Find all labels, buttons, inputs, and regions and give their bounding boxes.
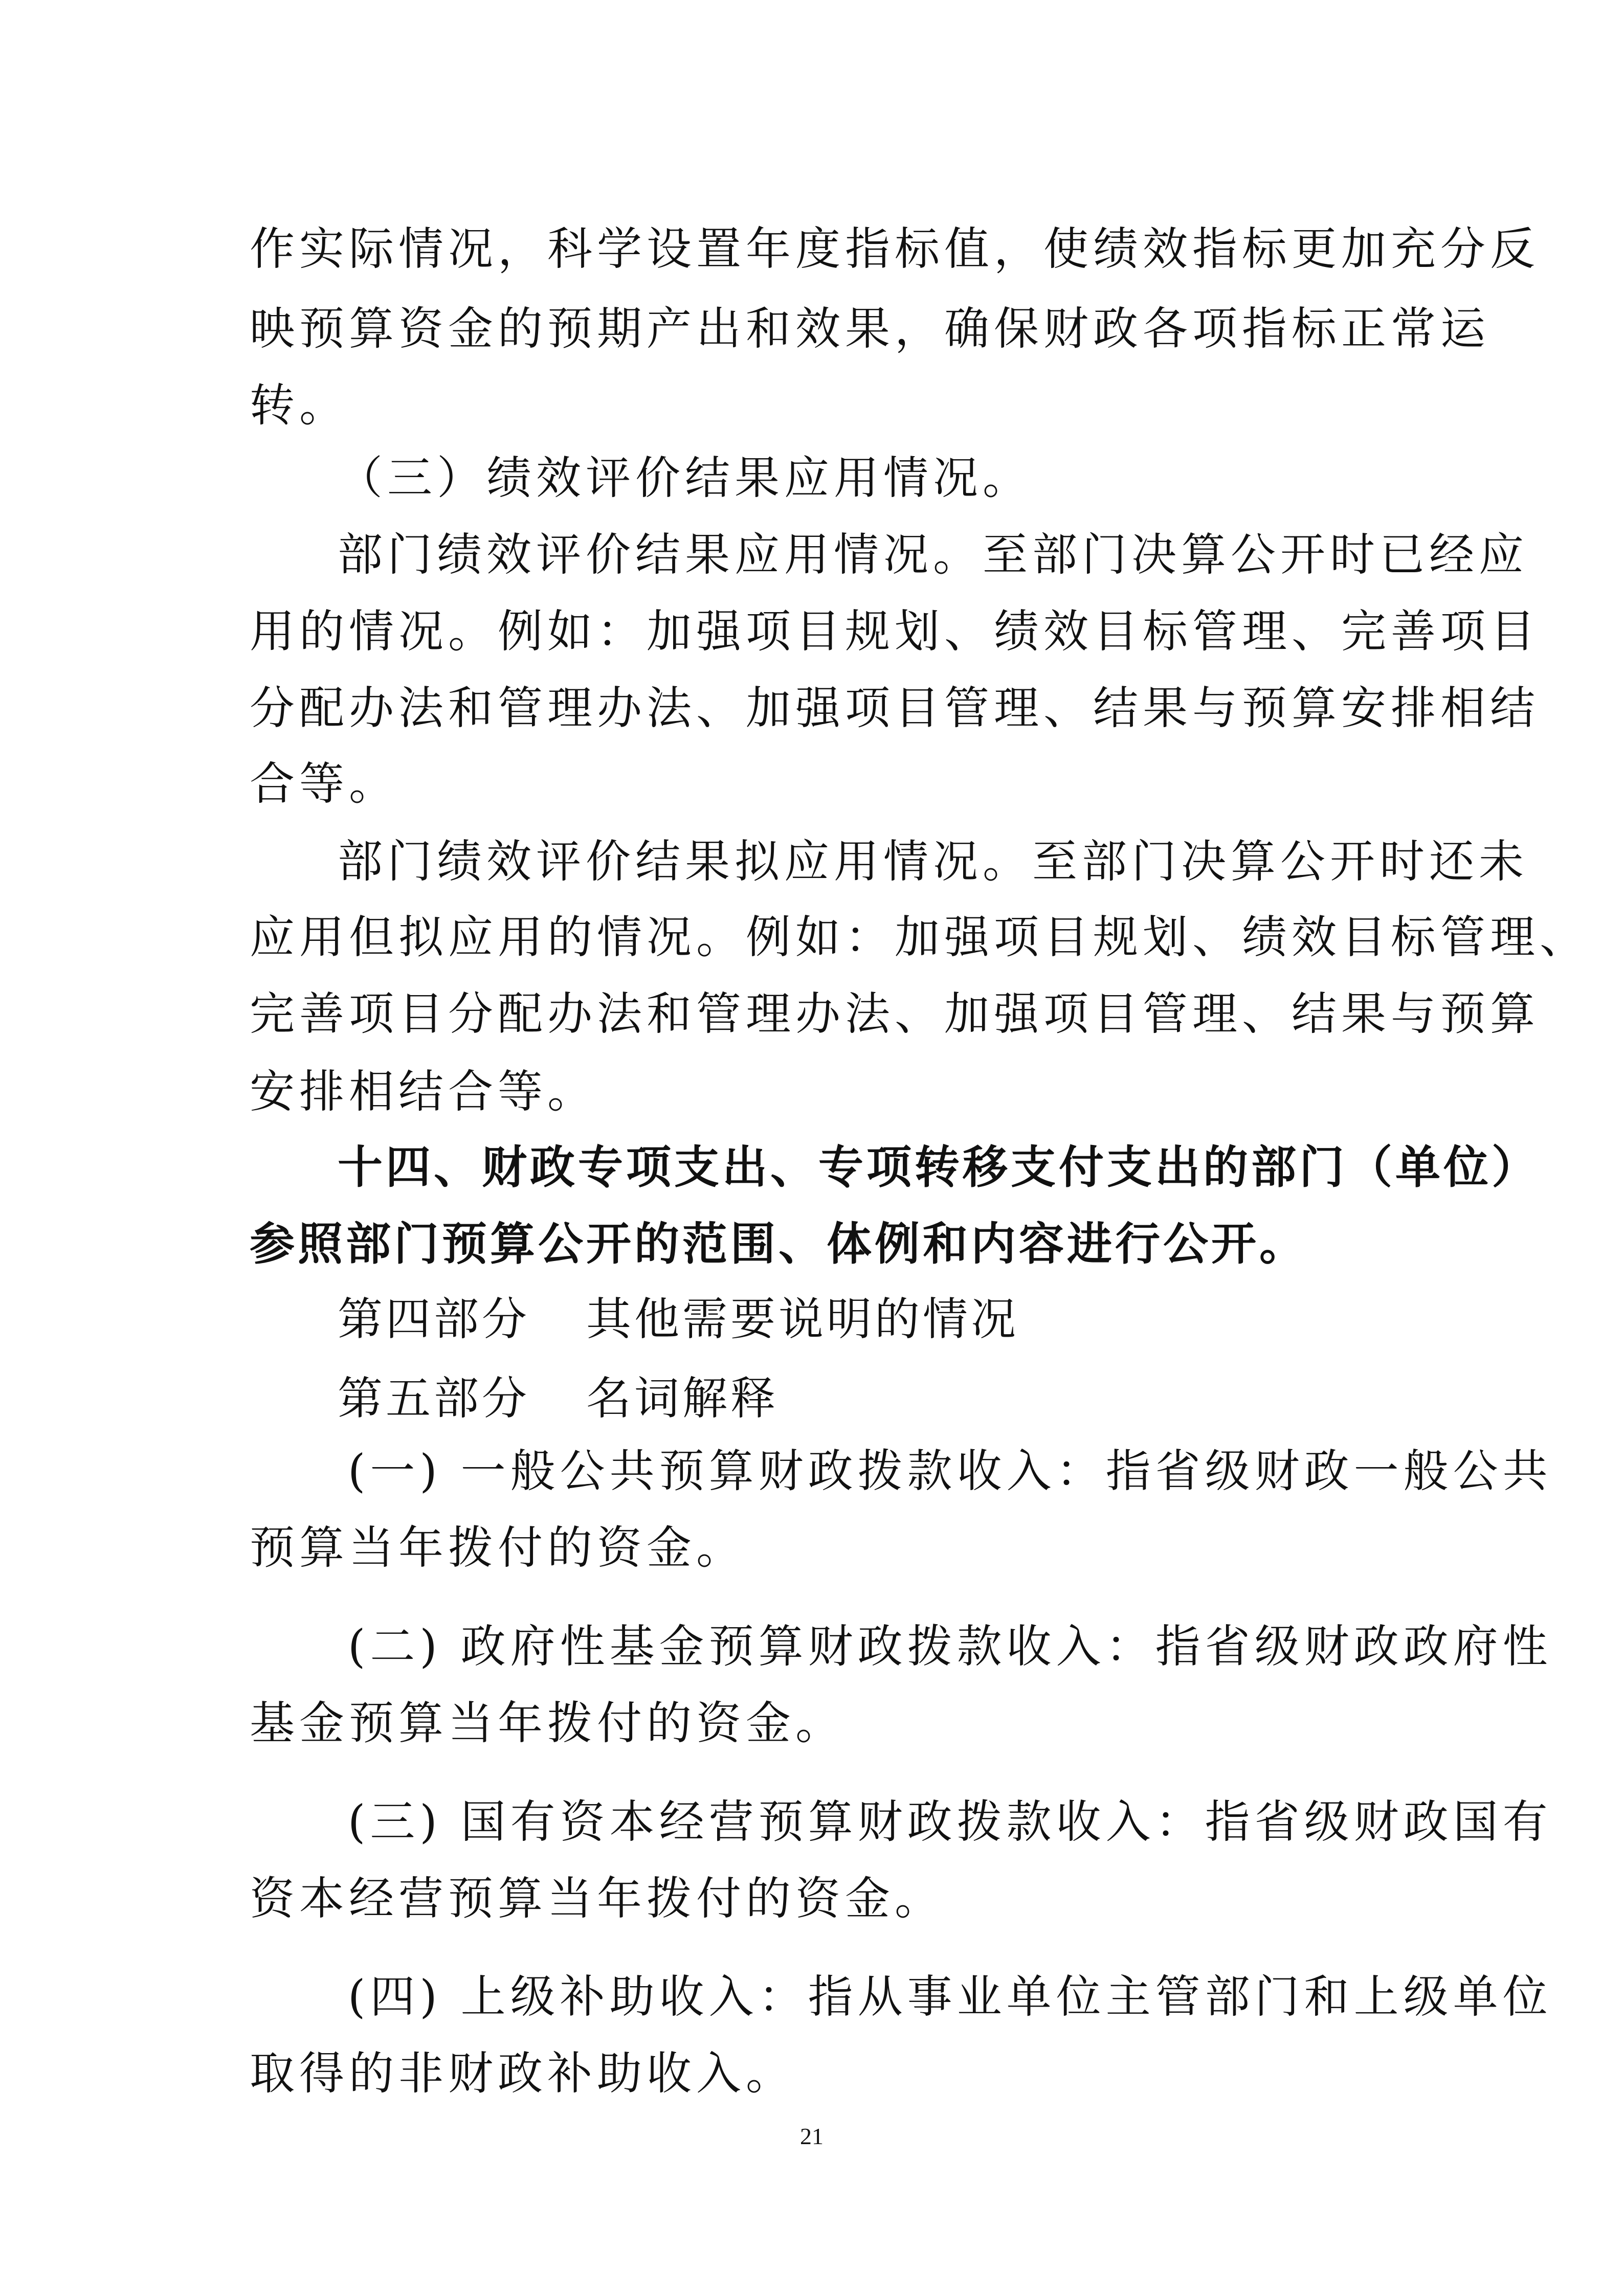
definition-item: (三) 国有资本经营预算财政拨款收入：指省级财政国有 — [348, 1795, 1552, 1848]
section-heading-line: 十四、财政专项支出、专项转移支付支出的部门（单位） — [338, 1141, 1540, 1194]
part-five-title: 名词解释 — [586, 1372, 779, 1425]
definition-item: (一) 一般公共预算财政拨款收入：指省级财政一般公共 — [348, 1445, 1552, 1497]
section-heading-line: 参照部门预算公开的范围、体例和内容进行公开。 — [250, 1218, 1308, 1270]
definition-text: 取得的非财政补助收入。 — [250, 2047, 796, 2100]
body-text-line: 转。 — [250, 379, 349, 432]
body-text-line: 映预算资金的预期产出和效果，确保财政各项指标正常运 — [250, 302, 1490, 355]
body-text-line: 用的情况。例如：加强项目规划、绩效目标管理、完善项目 — [250, 605, 1540, 658]
body-text-line: 合等。 — [250, 757, 399, 810]
body-text-line: 安排相结合等。 — [250, 1065, 597, 1118]
body-text-line: 作实际情况，科学设置年度指标值，使绩效指标更加充分反 — [250, 222, 1540, 275]
definition-text: 资本经营预算当年拨付的资金。 — [250, 1872, 945, 1925]
body-text-line: 分配办法和管理办法、加强项目管理、结果与预算安排相结 — [250, 682, 1540, 734]
definition-item: (四) 上级补助收入：指从事业单位主管部门和上级单位 — [348, 1970, 1552, 2023]
body-text-line: 部门绩效评价结果应用情况。至部门决算公开时已经应 — [338, 528, 1529, 581]
part-five-heading — [338, 1370, 1391, 1427]
definition-text: 基金预算当年拨付的资金。 — [250, 1697, 846, 1749]
page-number: 21 — [800, 2123, 824, 2149]
body-text-line: 完善项目分配办法和管理办法、加强项目管理、结果与预算 — [250, 987, 1540, 1040]
section-subheading: （三）绩效评价结果应用情况。 — [338, 452, 1033, 504]
definition-item: (二) 政府性基金预算财政拨款收入：指省级财政政府性 — [348, 1620, 1552, 1673]
body-text-line: 应用但拟应用的情况。例如：加强项目规划、绩效目标管理、 — [250, 911, 1590, 963]
part-four-label: 第四部分 — [338, 1293, 530, 1345]
part-four-title: 其他需要说明的情况 — [586, 1293, 1019, 1345]
body-text-line: 部门绩效评价结果拟应用情况。至部门决算公开时还未 — [338, 835, 1529, 888]
part-five-label: 第五部分 — [338, 1372, 530, 1425]
part-four-heading — [338, 1291, 1391, 1347]
definition-text: 预算当年拨付的资金。 — [250, 1521, 746, 1574]
